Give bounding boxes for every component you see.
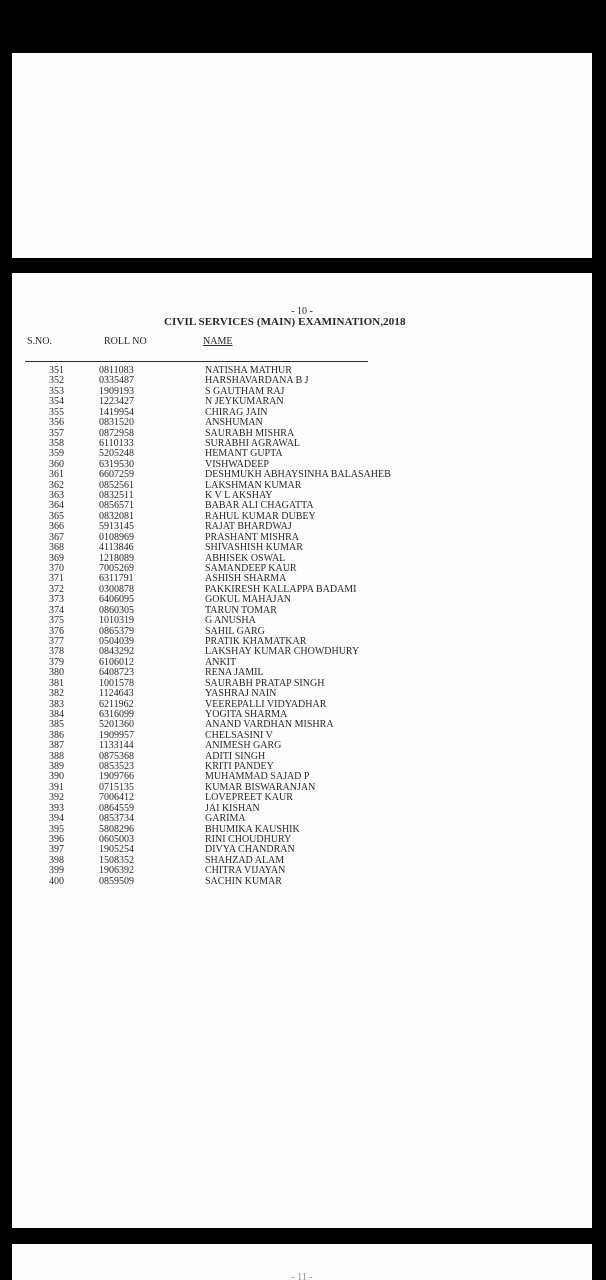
cell-name: ANIMESH GARG (205, 740, 282, 752)
cell-name: SHAHZAD ALAM (205, 854, 285, 866)
cell-roll: 0108969 (99, 531, 134, 543)
table-row (12, 689, 592, 699)
cell-name: SAURABH MISHRA (205, 427, 295, 439)
cell-sno: 388 (49, 750, 64, 762)
cell-sno: 393 (49, 802, 64, 814)
cell-name: TARUN TOMAR (205, 604, 277, 616)
cell-name: BHUMIKA KAUSHIK (205, 823, 300, 835)
document-title: CIVIL SERVICES (MAIN) EXAMINATION,2018 (164, 316, 406, 328)
cell-name: YASHRAJ NAIN (205, 688, 277, 700)
cell-sno: 366 (49, 521, 64, 533)
cell-sno: 394 (49, 813, 64, 825)
cell-sno: 378 (49, 646, 64, 658)
cell-name: VEEREPALLI VIDYADHAR (205, 698, 327, 710)
cell-sno: 396 (49, 833, 64, 845)
cell-name: HARSHAVARDANA B J (205, 375, 309, 387)
cell-sno: 384 (49, 708, 64, 720)
cell-name: ASHISH SHARMA (205, 573, 287, 585)
cell-roll: 1905254 (99, 844, 134, 856)
cell-sno: 364 (49, 500, 64, 512)
cell-name: ANKIT (205, 656, 237, 668)
cell-roll: 7006412 (99, 792, 134, 804)
cell-roll: 1218089 (99, 552, 134, 564)
cell-name: SACHIN KUMAR (205, 875, 282, 887)
page-number: - 10 - (291, 306, 313, 317)
cell-sno: 376 (49, 625, 64, 637)
cell-roll: 0856571 (99, 500, 134, 512)
cell-roll: 1124643 (99, 688, 134, 700)
cell-sno: 372 (49, 583, 64, 595)
cell-sno: 379 (49, 656, 64, 668)
cell-roll: 6106012 (99, 656, 134, 668)
cell-roll: 6316099 (99, 708, 134, 720)
cell-roll: 6406095 (99, 594, 134, 606)
table-row (12, 814, 592, 824)
cell-name: JAI KISHAN (205, 802, 260, 814)
column-header-name: NAME (203, 336, 233, 347)
cell-sno: 392 (49, 792, 64, 804)
cell-sno: 360 (49, 458, 64, 470)
cell-roll: 0832511 (99, 490, 134, 502)
header-divider-line (25, 361, 368, 362)
cell-sno: 356 (49, 417, 64, 429)
cell-sno: 351 (49, 365, 64, 376)
cell-name: CHITRA VIJAYAN (205, 865, 286, 877)
cell-name: SAURABH PRATAP SINGH (205, 677, 325, 689)
cell-sno: 385 (49, 719, 64, 731)
table-row (12, 877, 592, 887)
cell-sno: 359 (49, 448, 64, 460)
cell-roll: 1010319 (99, 615, 134, 627)
cell-roll: 6319530 (99, 458, 134, 470)
cell-name: G ANUSHA (205, 615, 256, 627)
cell-sno: 369 (49, 552, 64, 564)
cell-sno: 353 (49, 385, 64, 397)
cell-sno: 389 (49, 761, 64, 773)
cell-roll: 0865379 (99, 625, 134, 637)
cell-name: RINI CHOUDHURY (205, 833, 292, 845)
cell-roll: 0300878 (99, 583, 134, 595)
cell-name: PAKKIRESH KALLAPPA BADAMI (205, 583, 357, 595)
cell-name: CHELSASINI V (205, 729, 273, 741)
cell-sno: 400 (49, 875, 64, 887)
cell-sno: 365 (49, 510, 64, 522)
cell-roll: 6110133 (99, 437, 134, 449)
cell-roll: 0853523 (99, 761, 134, 773)
cell-roll: 1223427 (99, 396, 134, 408)
cell-roll: 4113846 (99, 542, 134, 554)
cell-sno: 371 (49, 573, 64, 585)
cell-roll: 0860305 (99, 604, 134, 616)
cell-name: RAJAT BHARDWAJ (205, 521, 292, 533)
next-page-top (12, 1244, 592, 1280)
cell-name: DIVYA CHANDRAN (205, 844, 295, 856)
cell-name: N JEYKUMARAN (205, 396, 284, 408)
cell-name: KUMAR BISWARANJAN (205, 781, 316, 793)
cell-sno: 382 (49, 688, 64, 700)
cell-sno: 375 (49, 615, 64, 627)
cell-roll: 6408723 (99, 667, 134, 679)
cell-name: SAHIL GARG (205, 625, 265, 637)
cell-roll: 1909193 (99, 385, 134, 397)
cell-name: ANSHUMAN (205, 417, 263, 429)
cell-roll: 1508352 (99, 854, 134, 866)
cell-name: KRITI PANDEY (205, 761, 274, 773)
cell-name: PRASHANT MISHRA (205, 531, 300, 543)
cell-roll: 5808296 (99, 823, 134, 835)
cell-name: YOGITA SHARMA (205, 708, 288, 720)
cell-roll: 1909957 (99, 729, 134, 741)
cell-roll: 6607259 (99, 469, 134, 481)
cell-name: GARIMA (205, 813, 246, 825)
cell-roll: 0335487 (99, 375, 134, 387)
cell-roll: 0811083 (99, 365, 134, 376)
cell-name: CHIRAG JAIN (205, 406, 268, 418)
cell-name: RAHUL KUMAR DUBEY (205, 510, 316, 522)
cell-name: HEMANT GUPTA (205, 448, 283, 460)
cell-sno: 391 (49, 781, 64, 793)
cell-roll: 0831520 (99, 417, 134, 429)
cell-sno: 362 (49, 479, 64, 491)
cell-sno: 370 (49, 563, 64, 575)
cell-sno: 390 (49, 771, 64, 783)
cell-sno: 397 (49, 844, 64, 856)
column-header-sno: S.NO. (27, 336, 53, 347)
previous-page-bottom (12, 53, 592, 258)
cell-sno: 357 (49, 427, 64, 439)
cell-name: VISHWADEEP (205, 458, 269, 470)
cell-roll: 1419954 (99, 406, 134, 418)
cell-sno: 399 (49, 865, 64, 877)
cell-roll: 0872958 (99, 427, 134, 439)
cell-sno: 358 (49, 437, 64, 449)
table-row (12, 616, 592, 626)
cell-name: ABHISEK OSWAL (205, 552, 286, 564)
cell-name: SAMANDEEP KAUR (205, 563, 297, 575)
cell-sno: 386 (49, 729, 64, 741)
cell-sno: 387 (49, 740, 64, 752)
cell-name: LOVEPREET KAUR (205, 792, 293, 804)
cell-name: ANAND VARDHAN MISHRA (205, 719, 334, 731)
cell-roll: 0843292 (99, 646, 134, 658)
cell-name: NATISHA MATHUR (205, 365, 292, 376)
cell-sno: 368 (49, 542, 64, 554)
cell-roll: 0832081 (99, 510, 134, 522)
cell-roll: 0605003 (99, 833, 134, 845)
cell-sno: 355 (49, 406, 64, 418)
cell-name: MUHAMMAD SAJAD P (205, 771, 310, 783)
cell-roll: 0859509 (99, 875, 134, 887)
cell-roll: 1909766 (99, 771, 134, 783)
cell-name: LAKSHMAN KUMAR (205, 479, 302, 491)
cell-roll: 0875368 (99, 750, 134, 762)
cell-roll: 1001578 (99, 677, 134, 689)
cell-roll: 0864559 (99, 802, 134, 814)
cell-name: S GAUTHAM RAJ (205, 385, 285, 397)
cell-sno: 361 (49, 469, 64, 481)
cell-roll: 1133144 (99, 740, 134, 752)
cell-name: DESHMUKH ABHAYSINHA BALASAHEB (205, 469, 391, 481)
cell-sno: 398 (49, 854, 64, 866)
cell-name: PRATIK KHAMATKAR (205, 635, 307, 647)
cell-roll: 0852561 (99, 479, 134, 491)
column-header-roll: ROLL NO (104, 336, 147, 347)
cell-sno: 383 (49, 698, 64, 710)
cell-roll: 5913145 (99, 521, 134, 533)
cell-sno: 367 (49, 531, 64, 543)
cell-sno: 354 (49, 396, 64, 408)
cell-sno: 381 (49, 677, 64, 689)
cell-name: SHIVASHISH KUMAR (205, 542, 303, 554)
cell-sno: 352 (49, 375, 64, 387)
table-row (12, 418, 592, 428)
cell-roll: 6311791 (99, 573, 134, 585)
cell-roll: 5201360 (99, 719, 134, 731)
next-page-number-fragment: - 11 - (291, 1272, 313, 1280)
cell-roll: 1906392 (99, 865, 134, 877)
cell-name: RENA JAMIL (205, 667, 264, 679)
cell-roll: 0504039 (99, 635, 134, 647)
cell-name: K V L AKSHAY (205, 490, 273, 502)
cell-roll: 5205248 (99, 448, 134, 460)
cell-name: LAKSHAY KUMAR CHOWDHURY (205, 646, 360, 658)
cell-sno: 373 (49, 594, 64, 606)
cell-name: SURABHI AGRAWAL (205, 437, 301, 449)
cell-sno: 395 (49, 823, 64, 835)
cell-roll: 0853734 (99, 813, 134, 825)
cell-sno: 380 (49, 667, 64, 679)
cell-name: ADITI SINGH (205, 750, 266, 762)
results-table (12, 366, 592, 887)
cell-name: BABAR ALI CHAGATTA (205, 500, 314, 512)
cell-roll: 7005269 (99, 563, 134, 575)
cell-sno: 363 (49, 490, 64, 502)
cell-sno: 377 (49, 635, 64, 647)
document-page (12, 273, 592, 1228)
cell-roll: 6211962 (99, 698, 134, 710)
cell-sno: 374 (49, 604, 64, 616)
cell-name: GOKUL MAHAJAN (205, 594, 292, 606)
cell-roll: 0715135 (99, 781, 134, 793)
